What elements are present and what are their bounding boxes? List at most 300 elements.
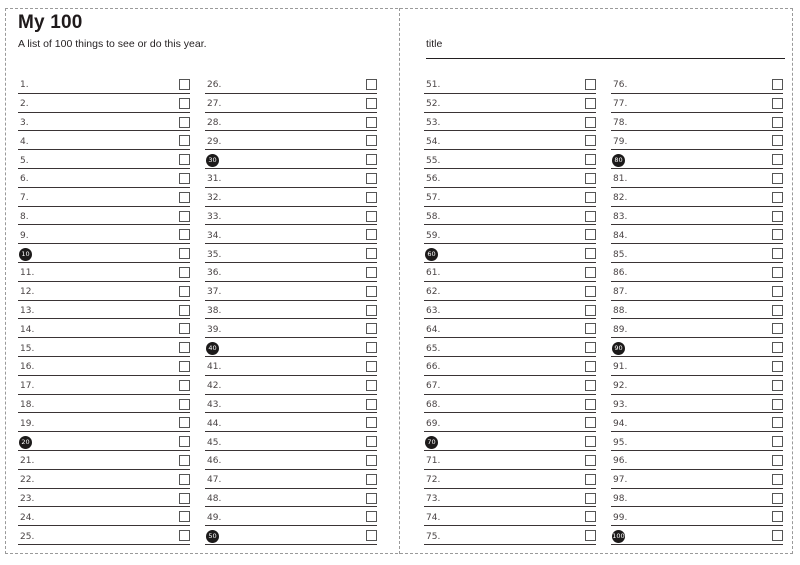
checkbox[interactable] [585,474,596,485]
checkbox[interactable] [179,380,190,391]
list-item[interactable] [205,413,377,432]
checkbox[interactable] [179,361,190,372]
list-item[interactable] [611,489,783,508]
item-number: 97. [613,475,628,486]
checkbox[interactable] [585,342,596,353]
checkbox[interactable] [772,286,783,297]
list-item[interactable] [611,338,783,357]
list-item[interactable] [18,150,190,169]
item-number: 17. [20,381,35,392]
checkbox[interactable] [585,323,596,334]
list-item[interactable] [424,75,596,94]
item-number: 4. [20,136,29,147]
checkbox[interactable] [179,493,190,504]
checkbox[interactable] [585,135,596,146]
item-number: 15. [20,343,35,354]
checkbox[interactable] [179,417,190,428]
list-item[interactable] [611,282,783,301]
item-number: 31. [207,174,222,185]
list-item[interactable] [611,319,783,338]
checkbox[interactable] [585,380,596,391]
list-item[interactable] [611,432,783,451]
checkbox[interactable] [585,79,596,90]
title-field-line[interactable] [426,58,785,59]
list-item[interactable] [205,319,377,338]
list-item[interactable] [611,526,783,545]
list-column-2 [205,75,377,545]
item-number: 21. [20,456,35,467]
checkbox[interactable] [772,192,783,203]
item-number: 47. [207,475,222,486]
item-number: 59. [426,230,441,241]
item-number: 92. [613,381,628,392]
list-item[interactable] [611,413,783,432]
checkbox[interactable] [179,436,190,447]
item-number: 99. [613,512,628,523]
checkbox[interactable] [179,79,190,90]
list-item[interactable] [611,225,783,244]
item-number: 67. [426,381,441,392]
list-item[interactable] [18,319,190,338]
checkbox[interactable] [179,267,190,278]
list-item[interactable] [205,507,377,526]
checkbox[interactable] [585,267,596,278]
item-number: 57. [426,193,441,204]
item-number: 24. [20,512,35,523]
checkbox[interactable] [179,117,190,128]
checkbox[interactable] [585,192,596,203]
item-number: 33. [207,211,222,222]
checkbox[interactable] [366,154,377,165]
list-item[interactable] [205,188,377,207]
item-number: 79. [613,136,628,147]
list-item[interactable] [611,357,783,376]
item-number: 46. [207,456,222,467]
checkbox[interactable] [366,79,377,90]
milestone-number-badge: 70 [425,436,438,449]
checkbox[interactable] [179,323,190,334]
item-number: 12. [20,287,35,298]
list-item[interactable] [205,263,377,282]
checkbox[interactable] [772,117,783,128]
item-number: 6. [20,174,29,185]
list-item[interactable] [205,395,377,414]
checkbox[interactable] [179,455,190,466]
checkbox[interactable] [585,436,596,447]
item-number: 73. [426,493,441,504]
checkbox[interactable] [366,173,377,184]
list-item[interactable] [424,263,596,282]
list-item[interactable] [205,338,377,357]
item-number: 18. [20,399,35,410]
list-item[interactable] [424,131,596,150]
list-item[interactable] [424,188,596,207]
checkbox[interactable] [772,173,783,184]
checkbox[interactable] [366,361,377,372]
list-column-3 [424,75,596,545]
milestone-number-badge: 90 [612,342,625,355]
item-number: 84. [613,230,628,241]
list-item[interactable] [18,526,190,545]
list-item[interactable] [424,395,596,414]
checkbox[interactable] [772,530,783,541]
checkbox[interactable] [585,286,596,297]
list-item[interactable] [424,301,596,320]
checkbox[interactable] [366,455,377,466]
list-item[interactable] [424,526,596,545]
list-item[interactable] [205,113,377,132]
list-item[interactable] [18,432,190,451]
list-item[interactable] [424,282,596,301]
item-number: 34. [207,230,222,241]
checkbox[interactable] [366,192,377,203]
checkbox[interactable] [772,474,783,485]
item-number: 42. [207,381,222,392]
checkbox[interactable] [366,417,377,428]
item-number: 61. [426,268,441,279]
list-item[interactable] [424,376,596,395]
checkbox[interactable] [366,117,377,128]
item-number: 96. [613,456,628,467]
checkbox[interactable] [366,286,377,297]
item-number: 1. [20,80,29,91]
item-number: 88. [613,305,628,316]
checkbox[interactable] [585,248,596,259]
item-number: 5. [20,155,29,166]
item-number: 11. [20,268,35,279]
list-item[interactable] [424,451,596,470]
checkbox[interactable] [585,173,596,184]
checkbox[interactable] [366,436,377,447]
item-number: 2. [20,99,29,110]
list-item[interactable] [18,169,190,188]
list-item[interactable] [424,432,596,451]
list-item[interactable] [611,113,783,132]
list-item[interactable] [205,94,377,113]
list-item[interactable] [205,207,377,226]
item-number: 64. [426,324,441,335]
item-number: 77. [613,99,628,110]
title-field-label: title [426,38,443,50]
item-number: 37. [207,287,222,298]
checkbox[interactable] [179,229,190,240]
list-item[interactable] [611,94,783,113]
list-item[interactable] [611,188,783,207]
list-item[interactable] [424,225,596,244]
list-item[interactable] [424,357,596,376]
item-number: 53. [426,117,441,128]
milestone-number-badge: 10 [19,248,32,261]
checkbox[interactable] [179,305,190,316]
list-item[interactable] [18,282,190,301]
list-item[interactable] [611,451,783,470]
checkbox[interactable] [366,248,377,259]
list-item[interactable] [18,207,190,226]
checkbox[interactable] [366,530,377,541]
list-item[interactable] [205,75,377,94]
list-item[interactable] [205,131,377,150]
checkbox[interactable] [772,380,783,391]
list-item[interactable] [18,75,190,94]
checkbox[interactable] [585,511,596,522]
item-number: 35. [207,249,222,260]
item-number: 78. [613,117,628,128]
checkbox[interactable] [585,530,596,541]
list-item[interactable] [18,94,190,113]
list-item[interactable] [18,113,190,132]
checkbox[interactable] [772,267,783,278]
item-number: 26. [207,80,222,91]
list-item[interactable] [18,451,190,470]
list-item[interactable] [205,432,377,451]
item-number: 27. [207,99,222,110]
list-item[interactable] [18,413,190,432]
list-item[interactable] [18,470,190,489]
checkbox[interactable] [366,135,377,146]
checkbox[interactable] [585,98,596,109]
list-item[interactable] [205,169,377,188]
checkbox[interactable] [772,154,783,165]
list-item[interactable] [18,489,190,508]
checkbox[interactable] [772,135,783,146]
checkbox[interactable] [179,192,190,203]
checkbox[interactable] [585,399,596,410]
list-item[interactable] [611,376,783,395]
checkbox[interactable] [772,229,783,240]
item-number: 66. [426,362,441,373]
list-item[interactable] [424,150,596,169]
milestone-number-badge: 20 [19,436,32,449]
checkbox[interactable] [772,79,783,90]
list-item[interactable] [18,376,190,395]
list-item[interactable] [18,244,190,263]
checkbox[interactable] [366,399,377,410]
item-number: 45. [207,437,222,448]
list-item[interactable] [424,169,596,188]
item-number: 9. [20,230,29,241]
item-number: 98. [613,493,628,504]
checkbox[interactable] [366,380,377,391]
item-number: 28. [207,117,222,128]
list-item[interactable] [611,75,783,94]
item-number: 55. [426,155,441,166]
milestone-number-badge: 60 [425,248,438,261]
list-item[interactable] [205,357,377,376]
checkbox[interactable] [772,248,783,259]
list-item[interactable] [611,263,783,282]
item-number: 39. [207,324,222,335]
checkbox[interactable] [366,474,377,485]
item-number: 76. [613,80,628,91]
checkbox[interactable] [366,267,377,278]
checkbox[interactable] [179,98,190,109]
checkbox[interactable] [772,455,783,466]
list-item[interactable] [18,395,190,414]
checkbox[interactable] [772,436,783,447]
item-number: 52. [426,99,441,110]
list-item[interactable] [18,131,190,150]
list-item[interactable] [205,489,377,508]
item-number: 58. [426,211,441,222]
item-number: 44. [207,418,222,429]
fold-line [399,8,400,554]
checkbox[interactable] [179,154,190,165]
item-number: 82. [613,193,628,204]
list-item[interactable] [18,357,190,376]
item-number: 62. [426,287,441,298]
milestone-number-badge: 80 [612,154,625,167]
checkbox[interactable] [179,399,190,410]
checkbox[interactable] [366,342,377,353]
list-item[interactable] [205,451,377,470]
item-number: 23. [20,493,35,504]
checkbox[interactable] [585,229,596,240]
item-number: 89. [613,324,628,335]
item-number: 14. [20,324,35,335]
list-item[interactable] [18,301,190,320]
list-item[interactable] [424,113,596,132]
list-item[interactable] [205,301,377,320]
list-item[interactable] [18,225,190,244]
item-number: 65. [426,343,441,354]
list-item[interactable] [205,376,377,395]
checkbox[interactable] [585,493,596,504]
checkbox[interactable] [772,323,783,334]
list-item[interactable] [205,225,377,244]
checkbox[interactable] [772,493,783,504]
checkbox[interactable] [585,361,596,372]
checkbox[interactable] [585,117,596,128]
list-item[interactable] [205,150,377,169]
list-item[interactable] [424,489,596,508]
item-number: 3. [20,117,29,128]
checkbox[interactable] [366,305,377,316]
checkbox[interactable] [179,135,190,146]
list-item[interactable] [424,207,596,226]
checkbox[interactable] [585,305,596,316]
list-item[interactable] [424,470,596,489]
checkbox[interactable] [179,511,190,522]
checkbox[interactable] [179,342,190,353]
checkbox[interactable] [585,417,596,428]
list-item[interactable] [611,470,783,489]
list-item[interactable] [611,207,783,226]
checkbox[interactable] [366,493,377,504]
item-number: 13. [20,305,35,316]
checkbox[interactable] [772,511,783,522]
item-number: 94. [613,418,628,429]
item-number: 19. [20,418,35,429]
checkbox[interactable] [585,211,596,222]
item-number: 81. [613,174,628,185]
milestone-number-badge: 30 [206,154,219,167]
item-number: 68. [426,399,441,410]
list-item[interactable] [611,395,783,414]
list-item[interactable] [205,282,377,301]
list-item[interactable] [424,338,596,357]
item-number: 51. [426,80,441,91]
checkbox[interactable] [179,211,190,222]
item-number: 74. [426,512,441,523]
checkbox[interactable] [179,173,190,184]
item-number: 87. [613,287,628,298]
list-item[interactable] [205,244,377,263]
checkbox[interactable] [179,248,190,259]
checkbox[interactable] [366,229,377,240]
list-column-4 [611,75,783,545]
item-number: 38. [207,305,222,316]
checkbox[interactable] [366,211,377,222]
list-item[interactable] [611,150,783,169]
list-item[interactable] [18,507,190,526]
item-number: 71. [426,456,441,467]
list-item[interactable] [611,301,783,320]
list-item[interactable] [424,244,596,263]
checkbox[interactable] [366,98,377,109]
item-number: 56. [426,174,441,185]
item-number: 41. [207,362,222,373]
list-item[interactable] [611,169,783,188]
list-item[interactable] [18,188,190,207]
list-item[interactable] [424,94,596,113]
list-item[interactable] [611,244,783,263]
checkbox[interactable] [366,511,377,522]
item-number: 29. [207,136,222,147]
item-number: 8. [20,211,29,222]
item-number: 86. [613,268,628,279]
checkbox[interactable] [772,211,783,222]
item-number: 32. [207,193,222,204]
list-item[interactable] [205,526,377,545]
checkbox[interactable] [772,305,783,316]
list-item[interactable] [424,507,596,526]
checkbox[interactable] [772,98,783,109]
checkbox[interactable] [772,361,783,372]
list-item[interactable] [18,263,190,282]
checkbox[interactable] [585,154,596,165]
checkbox[interactable] [179,286,190,297]
item-number: 85. [613,249,628,260]
checkbox[interactable] [179,530,190,541]
checkbox[interactable] [585,455,596,466]
list-item[interactable] [18,338,190,357]
checkbox[interactable] [366,323,377,334]
item-number: 93. [613,399,628,410]
list-item[interactable] [205,470,377,489]
milestone-number-badge: 40 [206,342,219,355]
list-item[interactable] [424,319,596,338]
checkbox[interactable] [772,342,783,353]
checkbox[interactable] [772,399,783,410]
list-item[interactable] [424,413,596,432]
list-item[interactable] [611,131,783,150]
milestone-number-badge: 50 [206,530,219,543]
item-number: 63. [426,305,441,316]
item-number: 48. [207,493,222,504]
item-number: 54. [426,136,441,147]
checkbox[interactable] [179,474,190,485]
item-number: 25. [20,531,35,542]
item-number: 16. [20,362,35,373]
item-number: 91. [613,362,628,373]
item-number: 36. [207,268,222,279]
item-number: 75. [426,531,441,542]
checkbox[interactable] [772,417,783,428]
list-item[interactable] [611,507,783,526]
item-number: 7. [20,193,29,204]
page-title: My 100 [18,12,83,33]
item-number: 69. [426,418,441,429]
